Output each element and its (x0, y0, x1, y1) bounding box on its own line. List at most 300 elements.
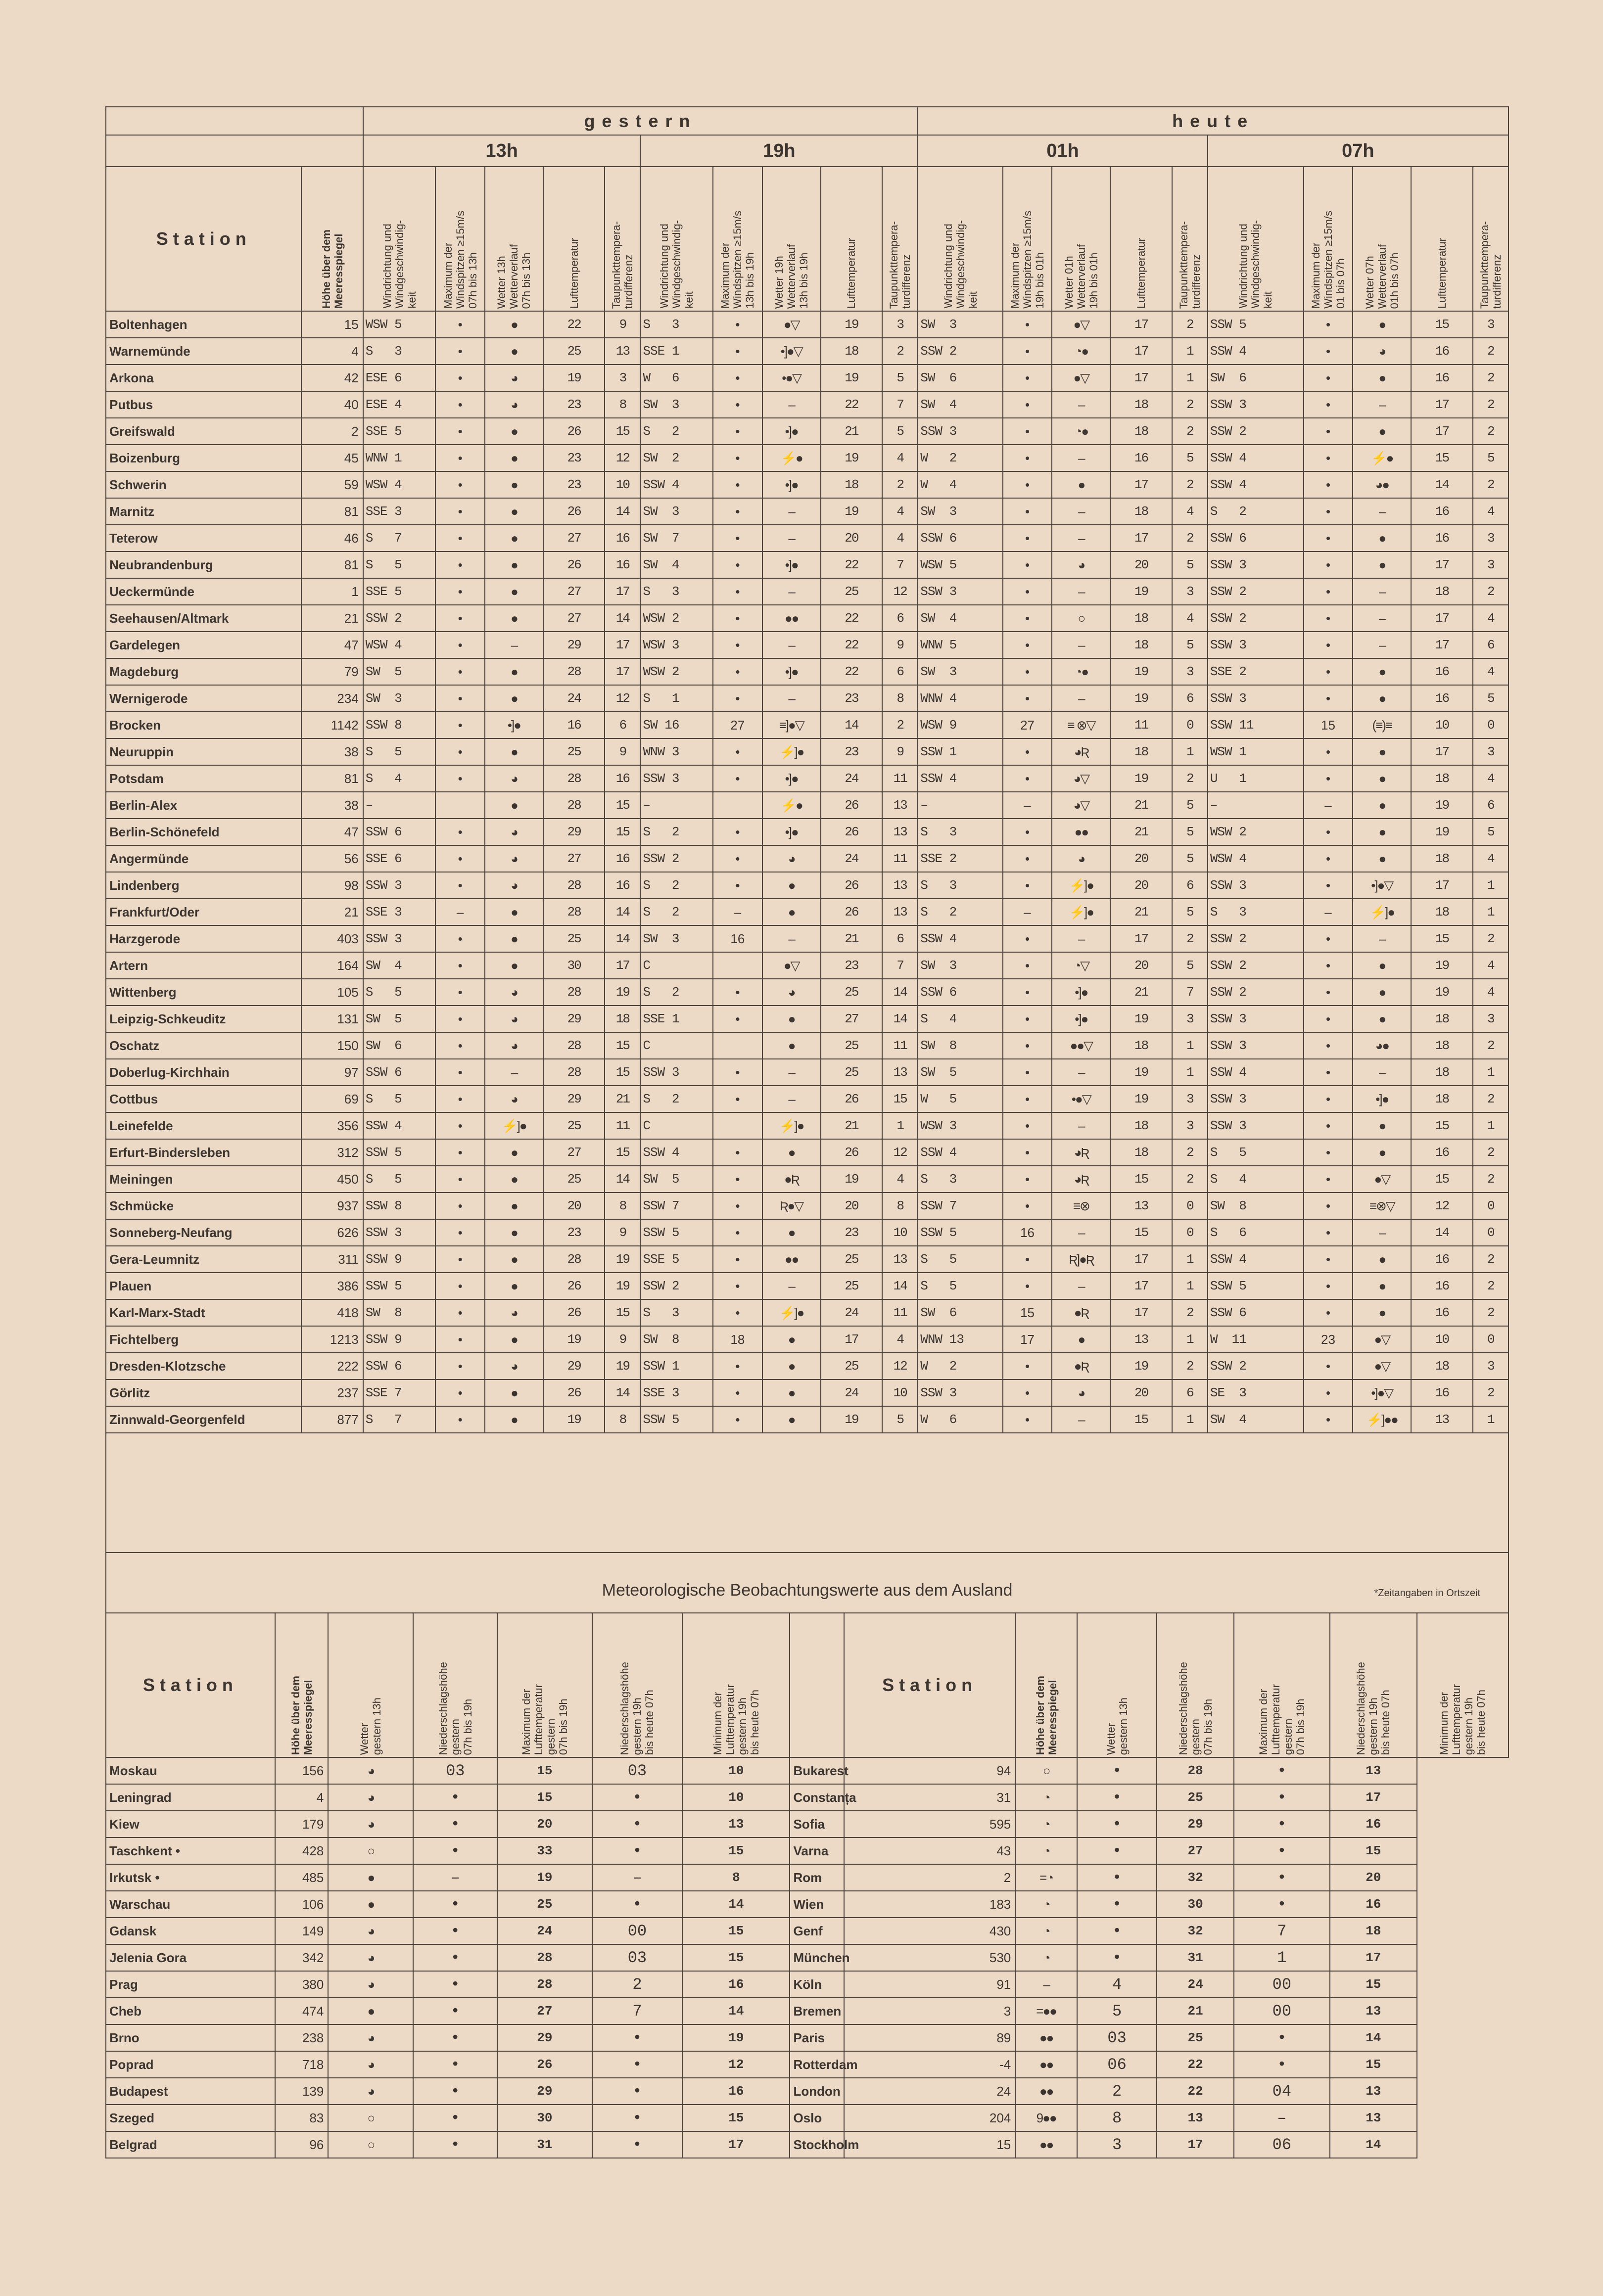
left-station-name: Poprad (106, 2051, 275, 2078)
temp-07h: 16 (1411, 1379, 1472, 1406)
gust-19h: • (713, 418, 762, 445)
gust-13h: • (435, 1273, 484, 1299)
gust-07h: • (1304, 1059, 1353, 1086)
domestic-rows (106, 311, 1509, 1433)
gust-13h: – (435, 899, 484, 925)
gust-19h (713, 952, 762, 979)
temp-07h: 10 (1411, 712, 1472, 738)
gust-19h (713, 1032, 762, 1059)
gust-01h: • (1003, 418, 1052, 445)
station-height: 59 (301, 471, 363, 498)
gust-01h: • (1003, 952, 1052, 979)
dew-01h: 2 (1172, 1299, 1208, 1326)
weather-19h: ⚡]● (762, 738, 821, 765)
right-temp-max: 17 (1157, 2131, 1234, 2158)
weather-07h: ● (1353, 1112, 1411, 1139)
right-weather-13h: ●● (1015, 2131, 1077, 2158)
gust-01h: • (1003, 819, 1052, 845)
gust-07h: • (1304, 525, 1353, 551)
weather-13h: ● (485, 525, 543, 551)
wind-19h: S 2 (640, 872, 713, 899)
temp-13h: 25 (543, 1166, 605, 1193)
gust-19h: • (713, 311, 762, 338)
foreign-row (106, 2024, 1509, 2051)
right-station-height: 15 (844, 2131, 1015, 2158)
gust-07h-header: Maximum der Windspitzen ≥15m/s 01 bis 07h (1304, 167, 1353, 311)
station-row (106, 845, 1509, 872)
temp-19h: 21 (821, 418, 882, 445)
station-name: Sonneberg-Neufang (106, 1219, 301, 1246)
weather-13h: ● (485, 658, 543, 685)
left-weather-13h: ○ (328, 1837, 413, 1864)
group-heute: heute (918, 107, 1509, 135)
gust-07h: • (1304, 1112, 1353, 1139)
dew-13h: 16 (605, 525, 640, 551)
station-name: Görlitz (106, 1379, 301, 1406)
gust-19h: • (713, 685, 762, 712)
dew-01h: 4 (1172, 498, 1208, 525)
weather-19h: ● (762, 1139, 821, 1166)
weather-07h: ◕● (1353, 1032, 1411, 1059)
left-precip-night: • (592, 2024, 683, 2051)
temp-01h: 18 (1110, 498, 1172, 525)
temp-07h-header: Lufttemperatur (1411, 167, 1472, 311)
wind-13h: S 5 (363, 738, 436, 765)
gust-01h: • (1003, 471, 1052, 498)
right-station-name: London (790, 2078, 844, 2105)
weather-07h: ● (1353, 311, 1411, 338)
temp-19h: 20 (821, 525, 882, 551)
weather-13h: ● (485, 1166, 543, 1193)
station-name: Leinefelde (106, 1112, 301, 1139)
weather-19h: ⚡● (762, 445, 821, 471)
station-name: Angermünde (106, 845, 301, 872)
wind-01h: SSW 6 (918, 525, 1003, 551)
right-precip-day: 06 (1077, 2051, 1157, 2078)
weather-13h: ◕ (485, 1006, 543, 1032)
weather-13h: ● (485, 578, 543, 605)
temp-01h: 20 (1110, 1379, 1172, 1406)
right-temp-max: 31 (1157, 1944, 1234, 1971)
dew-13h: 15 (605, 1139, 640, 1166)
left-precip-day: • (413, 2105, 497, 2131)
temp-19h: 24 (821, 1299, 882, 1326)
temp-07h: 16 (1411, 525, 1472, 551)
temp-13h: 25 (543, 925, 605, 952)
wind-07h: SW 6 (1208, 365, 1304, 391)
weather-07h: ◕● (1353, 471, 1411, 498)
right-weather-13h: ●● (1015, 2024, 1077, 2051)
left-precip-day: • (413, 2078, 497, 2105)
temp-13h: 22 (543, 311, 605, 338)
left-station-height: 4 (275, 1784, 329, 1811)
left-temp-max: 29 (497, 2078, 592, 2105)
gust-01h: • (1003, 632, 1052, 658)
foreign-weather-header-left: Wetter gestern 13h (328, 1613, 413, 1757)
wind-13h: SSW 6 (363, 819, 436, 845)
gust-01h: • (1003, 1059, 1052, 1086)
weather-13h: ◕ (485, 391, 543, 418)
right-temp-min: 17 (1330, 1784, 1417, 1811)
temp-01h: 20 (1110, 845, 1172, 872)
temp-13h: 28 (543, 979, 605, 1006)
wind-13h: ESE 4 (363, 391, 436, 418)
station-height: 222 (301, 1353, 363, 1379)
weather-01h: ○ (1052, 605, 1110, 632)
gust-19h: • (713, 1219, 762, 1246)
temp-07h: 15 (1411, 1166, 1472, 1193)
temp-13h: 29 (543, 632, 605, 658)
right-station-height: 183 (844, 1891, 1015, 1918)
dew-19h: 14 (882, 1273, 918, 1299)
right-temp-min: 15 (1330, 2051, 1417, 2078)
weather-07h: ● (1353, 1139, 1411, 1166)
temp-01h: 17 (1110, 311, 1172, 338)
weather-19h: ◕ (762, 845, 821, 872)
temp-19h: 17 (821, 1326, 882, 1353)
station-height: 164 (301, 952, 363, 979)
dew-19h: 14 (882, 1006, 918, 1032)
station-row (106, 819, 1509, 845)
dew-19h: 2 (882, 338, 918, 365)
temp-01h: 17 (1110, 925, 1172, 952)
weather-19h: •]● (762, 819, 821, 845)
weather-13h: ● (485, 605, 543, 632)
gust-07h: • (1304, 658, 1353, 685)
temp-07h: 19 (1411, 819, 1472, 845)
wind-01h: W 2 (918, 1353, 1003, 1379)
station-row (106, 1166, 1509, 1193)
right-weather-13h: =●● (1015, 1998, 1077, 2024)
gust-07h: • (1304, 925, 1353, 952)
left-station-name: Brno (106, 2024, 275, 2051)
temp-13h: 25 (543, 1112, 605, 1139)
weather-01h: – (1052, 1219, 1110, 1246)
station-row (106, 872, 1509, 899)
dew-07h: 2 (1473, 1166, 1509, 1193)
gust-19h: • (713, 1086, 762, 1112)
temp-13h: 29 (543, 819, 605, 845)
dew-07h: 2 (1473, 338, 1509, 365)
weather-01h: – (1052, 1059, 1110, 1086)
station-row (106, 1219, 1509, 1246)
station-height: 312 (301, 1139, 363, 1166)
weather-07h: •]●▽ (1353, 872, 1411, 899)
station-height: 81 (301, 765, 363, 792)
temp-07h: 16 (1411, 338, 1472, 365)
right-weather-13h: – (1015, 1971, 1077, 1998)
wind-13h: S 5 (363, 1166, 436, 1193)
right-precip-night: 1 (1234, 1944, 1330, 1971)
weather-13h: ● (485, 952, 543, 979)
station-name: Teterow (106, 525, 301, 551)
dew-07h: 4 (1473, 845, 1509, 872)
right-temp-max: 22 (1157, 2078, 1234, 2105)
left-temp-max: 28 (497, 1971, 592, 1998)
right-weather-13h: =◔ (1015, 1864, 1077, 1891)
weather-01h: ◕Ʀ (1052, 738, 1110, 765)
dew-13h: 9 (605, 1326, 640, 1353)
gust-01h: 15 (1003, 1299, 1052, 1326)
dew-13h: 15 (605, 1059, 640, 1086)
wind-07h: SW 4 (1208, 1406, 1304, 1433)
temp-07h: 19 (1411, 792, 1472, 819)
foreign-title-cell (106, 1553, 1509, 1613)
wind-01h: SSW 1 (918, 738, 1003, 765)
temp-19h: 19 (821, 311, 882, 338)
dew-01h: 5 (1172, 632, 1208, 658)
wind-19h: SW 7 (640, 525, 713, 551)
right-precip-night: – (1234, 2105, 1330, 2131)
station-name: Warnemünde (106, 338, 301, 365)
gust-13h: • (435, 525, 484, 551)
station-height: 79 (301, 658, 363, 685)
gust-01h: 17 (1003, 1326, 1052, 1353)
wind-01h: – (918, 792, 1003, 819)
dew-13h: 9 (605, 311, 640, 338)
weather-07h: ⚡]●● (1353, 1406, 1411, 1433)
right-temp-min: 20 (1330, 1864, 1417, 1891)
right-precip-day: 3 (1077, 2131, 1157, 2158)
dew-01h: 3 (1172, 1006, 1208, 1032)
temp-13h: 26 (543, 551, 605, 578)
foreign-row (106, 1811, 1509, 1837)
weather-13h: ● (485, 925, 543, 952)
wind-19h: SSW 7 (640, 1193, 713, 1219)
temp-19h: 25 (821, 1246, 882, 1273)
weather-19h: ●Ʀ (762, 1166, 821, 1193)
gust-13h: • (435, 418, 484, 445)
station-height: 15 (301, 311, 363, 338)
dew-01h: 2 (1172, 311, 1208, 338)
station-name: Leipzig-Schkeuditz (106, 1006, 301, 1032)
gust-19h: – (713, 899, 762, 925)
wind-19h: SSW 3 (640, 765, 713, 792)
station-height: 45 (301, 445, 363, 471)
wind-19h: SSE 1 (640, 1006, 713, 1032)
dew-07h: 2 (1473, 1086, 1509, 1112)
dew-19h: 9 (882, 738, 918, 765)
dew-07h: 2 (1473, 391, 1509, 418)
foreign-row (106, 1864, 1509, 1891)
station-row (106, 338, 1509, 365)
wind-13h: SSW 3 (363, 1219, 436, 1246)
weather-01h-header: Wetter 01h Wetterverlauf 19h bis 01h (1052, 167, 1110, 311)
temp-19h: 26 (821, 1139, 882, 1166)
wind-01h: SW 6 (918, 365, 1003, 391)
wind-13h: SSW 6 (363, 1059, 436, 1086)
temp-19h: 26 (821, 872, 882, 899)
dew-07h: 3 (1473, 311, 1509, 338)
left-temp-max: 30 (497, 2105, 592, 2131)
left-precip-night: • (592, 1891, 683, 1918)
left-weather-13h: ◕ (328, 1971, 413, 1998)
temp-01h: 17 (1110, 1299, 1172, 1326)
gust-01h: • (1003, 1006, 1052, 1032)
left-station-height: 96 (275, 2131, 329, 2158)
dew-07h: 4 (1473, 605, 1509, 632)
gust-01h: • (1003, 1086, 1052, 1112)
gust-01h: • (1003, 872, 1052, 899)
dew-07h: 0 (1473, 1219, 1509, 1246)
time-19h: 19h (640, 135, 918, 167)
station-row (106, 551, 1509, 578)
weather-13h: ◕ (485, 1299, 543, 1326)
left-weather-13h: ◕ (328, 2051, 413, 2078)
gust-13h: • (435, 1379, 484, 1406)
temp-19h: 23 (821, 685, 882, 712)
weather-07h: ●▽ (1353, 1353, 1411, 1379)
wind-13h-header: Windrichtung und Windgeschwindig- keit (363, 167, 436, 311)
dew-01h: 5 (1172, 845, 1208, 872)
right-temp-max: 25 (1157, 2024, 1234, 2051)
right-station-height: 430 (844, 1918, 1015, 1944)
left-station-height: 342 (275, 1944, 329, 1971)
weather-01h: •●▽ (1052, 1086, 1110, 1112)
right-precip-night: • (1234, 2024, 1330, 2051)
weather-19h: ● (762, 1219, 821, 1246)
station-row (106, 1006, 1509, 1032)
right-weather-13h: ◔ (1015, 1891, 1077, 1918)
gust-01h: • (1003, 658, 1052, 685)
weather-13h: ● (485, 1406, 543, 1433)
temp-01h: 19 (1110, 685, 1172, 712)
temp-07h: 18 (1411, 578, 1472, 605)
dew-13h: 21 (605, 1086, 640, 1112)
wind-01h: WSW 5 (918, 551, 1003, 578)
gust-07h: • (1304, 1193, 1353, 1219)
left-station-name: Cheb (106, 1998, 275, 2024)
wind-01h: S 5 (918, 1246, 1003, 1273)
station-name: Seehausen/Altmark (106, 605, 301, 632)
left-weather-13h: ● (328, 1864, 413, 1891)
gust-19h: • (713, 1059, 762, 1086)
station-height: 386 (301, 1273, 363, 1299)
wind-19h: SW 3 (640, 391, 713, 418)
wind-13h: SSW 5 (363, 1139, 436, 1166)
left-precip-day: • (413, 1998, 497, 2024)
wind-07h: SSE 2 (1208, 658, 1304, 685)
wind-07h: SSW 4 (1208, 445, 1304, 471)
weather-07h: ●▽ (1353, 1326, 1411, 1353)
dew-13h: 3 (605, 365, 640, 391)
station-name: Cottbus (106, 1086, 301, 1112)
left-temp-min: 19 (682, 2024, 790, 2051)
foreign-row (106, 1757, 1509, 1784)
right-precip-day: 2 (1077, 2078, 1157, 2105)
gust-13h: • (435, 765, 484, 792)
wind-01h: S 3 (918, 872, 1003, 899)
temp-07h: 14 (1411, 471, 1472, 498)
wind-19h: SW 16 (640, 712, 713, 738)
temp-13h: 28 (543, 1032, 605, 1059)
time-01h: 01h (918, 135, 1208, 167)
dew-13h: 18 (605, 1006, 640, 1032)
temp-01h: 19 (1110, 578, 1172, 605)
weather-13h: ● (485, 1246, 543, 1273)
weather-07h: – (1353, 632, 1411, 658)
wind-07h: SSW 4 (1208, 471, 1304, 498)
left-station-height: 179 (275, 1811, 329, 1837)
wind-07h: SSW 3 (1208, 872, 1304, 899)
right-temp-min: 13 (1330, 2078, 1417, 2105)
temp-01h: 18 (1110, 1112, 1172, 1139)
wind-19h: WSW 2 (640, 605, 713, 632)
gust-13h: • (435, 1032, 484, 1059)
temp-13h: 28 (543, 765, 605, 792)
left-precip-night: • (592, 2131, 683, 2158)
station-row (106, 1406, 1509, 1433)
gust-07h: • (1304, 845, 1353, 872)
dew-19h: 13 (882, 792, 918, 819)
gust-07h: • (1304, 338, 1353, 365)
weather-13h: ◕ (485, 1086, 543, 1112)
wind-19h: SSW 2 (640, 1273, 713, 1299)
gust-07h: • (1304, 365, 1353, 391)
dew-07h-header: Taupunkttempera- turdifferenz (1473, 167, 1509, 311)
corner-cell (106, 107, 363, 135)
foreign-height-header-right: Höhe über dem Meeresspiegel (1015, 1613, 1077, 1757)
gust-19h: • (713, 578, 762, 605)
gust-13h: • (435, 1326, 484, 1353)
dew-13h: 19 (605, 1353, 640, 1379)
temp-07h: 17 (1411, 391, 1472, 418)
gust-13h: • (435, 471, 484, 498)
gust-19h: • (713, 1406, 762, 1433)
right-station-height: 94 (844, 1757, 1015, 1784)
station-row (106, 685, 1509, 712)
wind-01h: WNW 5 (918, 632, 1003, 658)
weather-13h: ● (485, 1139, 543, 1166)
left-precip-night: • (592, 1811, 683, 1837)
wind-07h: SSW 3 (1208, 1032, 1304, 1059)
station-row (106, 979, 1509, 1006)
station-name: Lindenberg (106, 872, 301, 899)
dew-07h: 2 (1473, 1299, 1509, 1326)
dew-19h: 8 (882, 1193, 918, 1219)
temp-13h: 24 (543, 685, 605, 712)
temp-07h: 15 (1411, 925, 1472, 952)
wind-07h: S 6 (1208, 1219, 1304, 1246)
temp-07h: 10 (1411, 1326, 1472, 1353)
dew-01h: 3 (1172, 578, 1208, 605)
wind-01h: S 4 (918, 1006, 1003, 1032)
right-station-name: Köln (790, 1971, 844, 1998)
temp-01h: 18 (1110, 1139, 1172, 1166)
dew-13h: 16 (605, 845, 640, 872)
station-name: Zinnwald-Georgenfeld (106, 1406, 301, 1433)
weather-07h: ● (1353, 1273, 1411, 1299)
wind-01h: S 3 (918, 819, 1003, 845)
wind-13h: S 5 (363, 1086, 436, 1112)
wind-07h: U 1 (1208, 765, 1304, 792)
gust-07h: • (1304, 632, 1353, 658)
dew-19h: 12 (882, 1139, 918, 1166)
temp-07h: 16 (1411, 1139, 1472, 1166)
dew-13h: 16 (605, 872, 640, 899)
wind-13h: ESE 6 (363, 365, 436, 391)
gust-01h: • (1003, 1273, 1052, 1299)
temp-07h: 15 (1411, 445, 1472, 471)
dew-01h: 6 (1172, 1379, 1208, 1406)
right-temp-min: 17 (1330, 1944, 1417, 1971)
wind-07h: SSW 2 (1208, 418, 1304, 445)
dew-13h: 15 (605, 1299, 640, 1326)
dew-07h: 2 (1473, 1273, 1509, 1299)
station-height: 1 (301, 578, 363, 605)
weather-13h: ● (485, 418, 543, 445)
weather-19h: ●▽ (762, 952, 821, 979)
